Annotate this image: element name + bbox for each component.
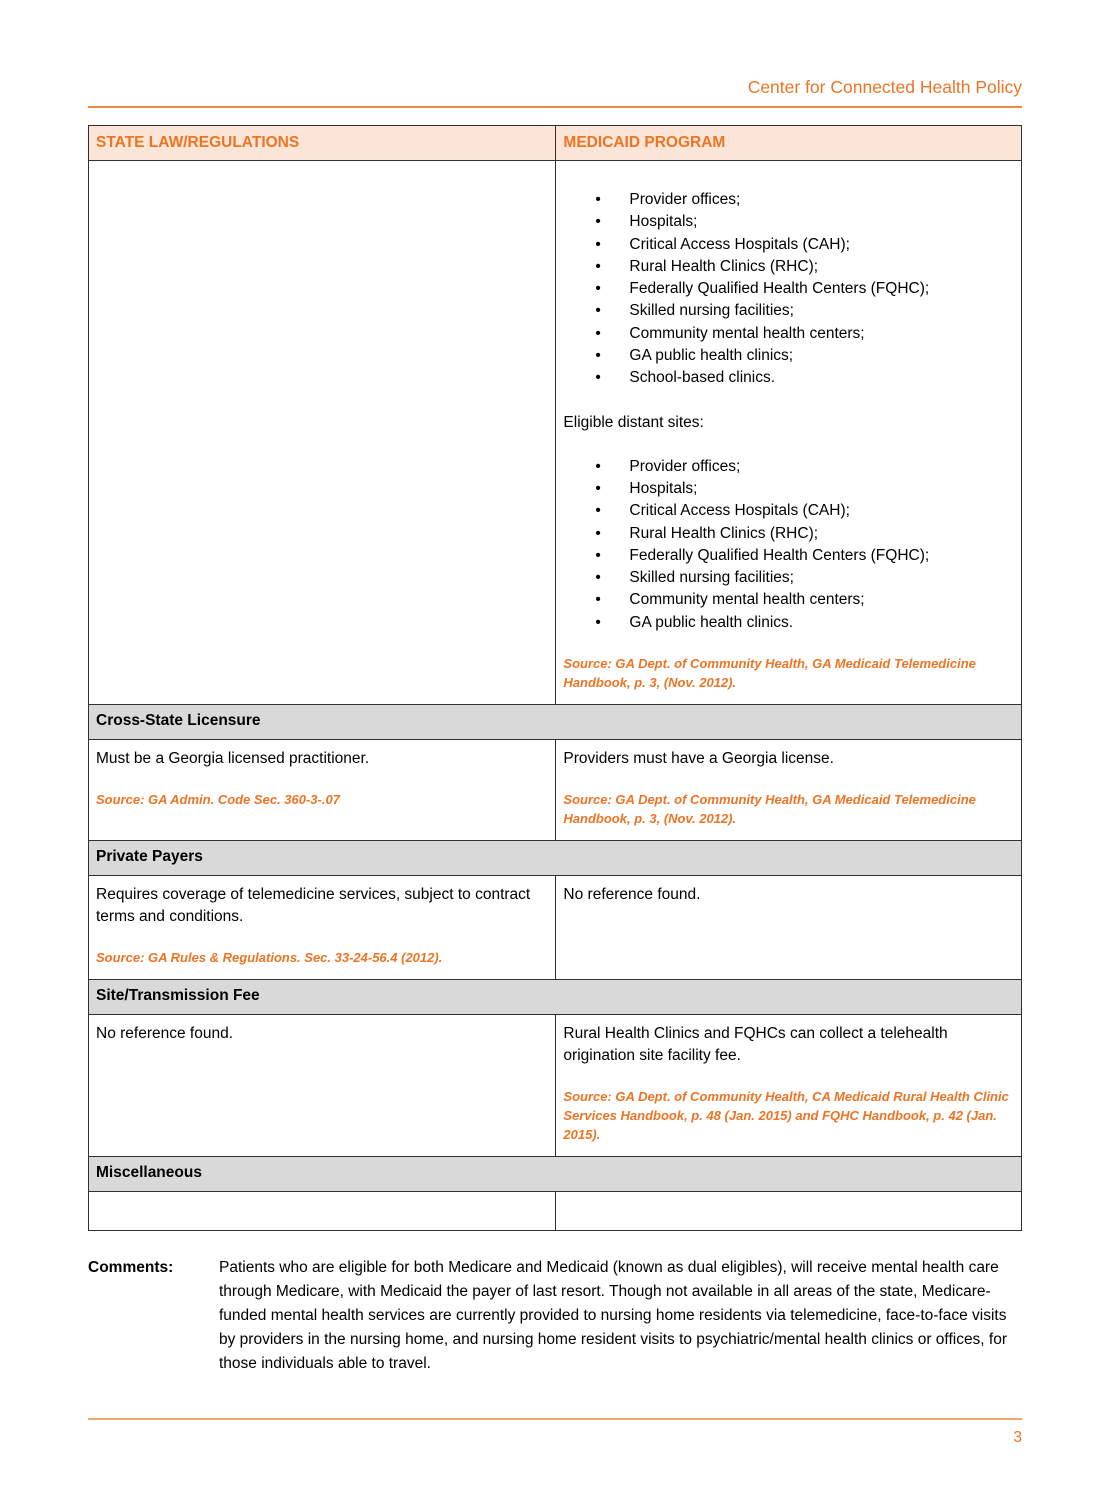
comments-section — [88, 1256, 1022, 1376]
medicaid-cell — [556, 1015, 1022, 1157]
document-page — [0, 76, 1105, 1506]
table-header-row — [89, 126, 1022, 161]
state-law-cell — [89, 1192, 556, 1231]
medicaid-eligible-sites-cell — [556, 161, 1022, 705]
page-number: 3 — [1013, 1429, 1022, 1447]
section-header-row-private-payers — [89, 841, 1022, 876]
comments-text: Patients who are eligible for both Medicare and Medicaid (known as dual eligibles), will receive mental health care through Medicare, with Medicaid the payer of last resort. Though not available in all areas of the state, Medicare-funded mental health services are currently provided to nursing home residents via telemedicine, face-to-face visits by providers in the nursing home, and nursing home resident visits to psychiatric/mental health clinics or offices, for those individuals able to travel. — [219, 1259, 1008, 1373]
list-item: • School-based clinics. — [595, 367, 1014, 389]
source-citation: Source: GA Dept. of Community Health, GA Medicaid Telemedicine Handbook, p. 3, (Nov. 2012). — [563, 656, 976, 691]
source-citation: Source: GA Admin. Code Sec. 360-3-.07 — [96, 792, 340, 808]
list-item: • Community mental health centers; — [595, 589, 1014, 611]
list-item: • Hospitals; — [595, 478, 1014, 500]
source-citation: Source: GA Rules & Regulations. Sec. 33-24-56.4 (2012). — [96, 950, 443, 966]
section-header-row-cross-state-licensure — [89, 705, 1022, 740]
list-item: • Critical Access Hospitals (CAH); — [595, 500, 1014, 522]
state-law-cell — [89, 740, 556, 841]
list-item: • Skilled nursing facilities; — [595, 567, 1014, 589]
table-row-eligible-sites — [89, 161, 1022, 705]
cell-text: Rural Health Clinics and FQHCs can collect a telehealth origination site facility fee. — [563, 1025, 948, 1065]
column-header-medicaid: MEDICAID PROGRAM — [556, 126, 1022, 161]
list-item: • Community mental health centers; — [595, 323, 1014, 345]
originating-sites-list — [563, 189, 1014, 390]
source-citation: Source: GA Dept. of Community Health, GA Medicaid Telemedicine Handbook, p. 3, (Nov. 2012). — [563, 792, 976, 827]
section-heading: Site/Transmission Fee — [89, 980, 1022, 1015]
list-item: • Provider offices; — [595, 456, 1014, 478]
table-row-private-payers — [89, 876, 1022, 980]
section-heading: Cross-State Licensure — [89, 705, 1022, 740]
column-header-state-law: STATE LAW/REGULATIONS — [89, 126, 556, 161]
list-item: • Federally Qualified Health Centers (FQHC); — [595, 278, 1014, 300]
table-row-miscellaneous — [89, 1192, 1022, 1231]
source-citation: Source: GA Dept. of Community Health, CA Medicaid Rural Health Clinic Services Handbook, p. 48 (Jan. 2015) and FQHC Handbook, p. 42 (Jan. 2015). — [563, 1089, 1009, 1143]
section-heading: Private Payers — [89, 841, 1022, 876]
section-heading: Miscellaneous — [89, 1157, 1022, 1192]
list-item: • Federally Qualified Health Centers (FQHC); — [595, 545, 1014, 567]
list-item: • GA public health clinics; — [595, 345, 1014, 367]
table-row-site-transmission-fee — [89, 1015, 1022, 1157]
comments-label: Comments: — [88, 1259, 174, 1277]
list-item: • GA public health clinics. — [595, 612, 1014, 634]
state-law-cell — [89, 876, 556, 980]
list-item: • Provider offices; — [595, 189, 1014, 211]
list-item: • Hospitals; — [595, 211, 1014, 233]
state-law-empty-cell — [89, 161, 556, 705]
distant-sites-heading: Eligible distant sites: — [563, 413, 704, 431]
medicaid-cell — [556, 740, 1022, 841]
medicaid-cell — [556, 1192, 1022, 1231]
list-item: • Rural Health Clinics (RHC); — [595, 256, 1014, 278]
section-header-row-miscellaneous — [89, 1157, 1022, 1192]
document-header-title: Center for Connected Health Policy — [88, 76, 1022, 108]
cell-text: Requires coverage of telemedicine services, subject to contract terms and conditions. — [96, 886, 531, 926]
state-law-medicaid-table — [88, 125, 1022, 1231]
medicaid-cell — [556, 876, 1022, 980]
list-item: • Critical Access Hospitals (CAH); — [595, 234, 1014, 256]
cell-text: Must be a Georgia licensed practitioner. — [96, 750, 370, 768]
footer-divider — [88, 1418, 1022, 1420]
state-law-cell — [89, 1015, 556, 1157]
cell-text: No reference found. — [563, 886, 701, 904]
list-item: • Skilled nursing facilities; — [595, 300, 1014, 322]
cell-text: Providers must have a Georgia license. — [563, 750, 834, 768]
table-row-cross-state-licensure — [89, 740, 1022, 841]
section-header-row-site-transmission-fee — [89, 980, 1022, 1015]
distant-sites-list — [563, 456, 1014, 634]
cell-text: No reference found. — [96, 1025, 234, 1043]
list-item: • Rural Health Clinics (RHC); — [595, 523, 1014, 545]
